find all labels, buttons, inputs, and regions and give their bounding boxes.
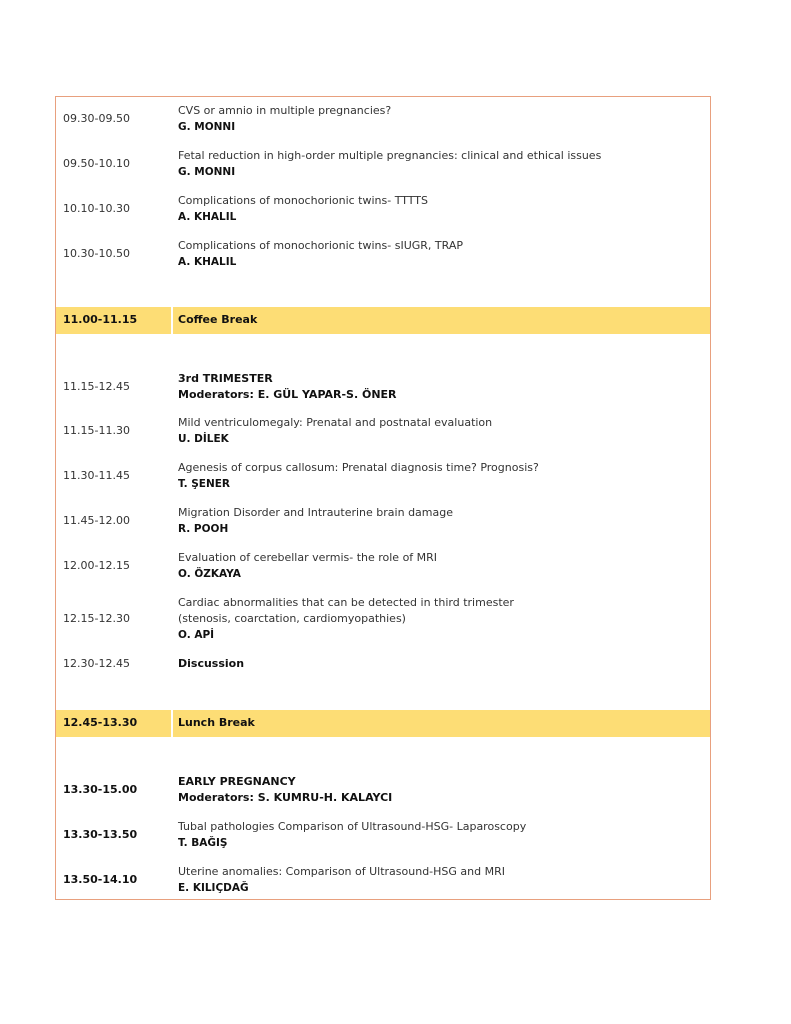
session-title: Mild ventriculomegaly: Prenatal and postnatal evaluation <box>178 416 493 429</box>
session-title: Evaluation of cerebellar vermis- the role of MRI <box>178 551 438 564</box>
session-moderators: Moderators: S. KUMRU-H. KALAYCI <box>178 791 393 804</box>
session-time: 09.50-10.10 <box>63 157 130 170</box>
lunch-break-band <box>56 710 710 737</box>
lunch-break-label: Lunch Break <box>178 716 255 729</box>
session-time: 09.30-09.50 <box>63 112 130 125</box>
session-time: 10.30-10.50 <box>63 247 130 260</box>
session-speaker: O. APİ <box>178 629 215 641</box>
session-title: Complications of monochorionic twins- sIUGR, TRAP <box>178 239 463 252</box>
session-speaker: A. KHALIL <box>178 211 237 223</box>
session-moderators: Moderators: E. GÜL YAPAR-S. ÖNER <box>178 388 397 401</box>
session-speaker: O. ÖZKAYA <box>178 568 241 580</box>
session-speaker: G. MONNI <box>178 121 236 133</box>
coffee-break-time: 11.00-11.15 <box>63 313 138 326</box>
session-time: 11.15-11.30 <box>63 424 130 437</box>
session-time: 12.00-12.15 <box>63 559 130 572</box>
session-title: Fetal reduction in high-order multiple pregnancies: clinical and ethical issues <box>178 149 602 162</box>
session-heading: EARLY PREGNANCY <box>178 775 296 788</box>
session-title: Agenesis of corpus callosum: Prenatal diagnosis time? Prognosis? <box>178 461 539 474</box>
discussion-label: Discussion <box>178 657 245 670</box>
session-title: Migration Disorder and Intrauterine brain damage <box>178 506 453 519</box>
session-header-time: 11.15-12.45 <box>63 380 130 393</box>
session-title-continued: (stenosis, coarctation, cardiomyopathies) <box>178 612 406 625</box>
lunch-break-time: 12.45-13.30 <box>63 716 138 729</box>
session-heading: 3rd TRIMESTER <box>178 372 273 385</box>
session-speaker: R. POOH <box>178 523 229 535</box>
session-title: CVS or amnio in multiple pregnancies? <box>178 104 392 117</box>
session-title: Tubal pathologies Comparison of Ultrasound-HSG- Laparoscopy <box>178 820 527 833</box>
session-speaker: T. BAĞIŞ <box>178 837 228 849</box>
session-speaker: G. MONNI <box>178 166 236 178</box>
session-time: 12.15-12.30 <box>63 612 130 625</box>
session-time: 13.50-14.10 <box>63 873 138 886</box>
session-header-time: 13.30-15.00 <box>63 783 138 796</box>
session-speaker: E. KILIÇDAĞ <box>178 882 249 894</box>
session-speaker: A. KHALIL <box>178 256 237 268</box>
session-title: Uterine anomalies: Comparison of Ultrasound-HSG and MRI <box>178 865 505 878</box>
coffee-break-label: Coffee Break <box>178 313 258 326</box>
session-title: Cardiac abnormalities that can be detected in third trimester <box>178 596 514 609</box>
session-time: 13.30-13.50 <box>63 828 138 841</box>
session-title: Complications of monochorionic twins- TTTTS <box>178 194 428 207</box>
coffee-break-band <box>56 307 710 334</box>
program-table <box>55 96 711 900</box>
session-time: 10.10-10.30 <box>63 202 130 215</box>
session-speaker: U. DİLEK <box>178 433 229 445</box>
discussion-time: 12.30-12.45 <box>63 657 130 670</box>
session-speaker: T. ŞENER <box>178 478 230 490</box>
session-time: 11.45-12.00 <box>63 514 130 527</box>
session-time: 11.30-11.45 <box>63 469 130 482</box>
